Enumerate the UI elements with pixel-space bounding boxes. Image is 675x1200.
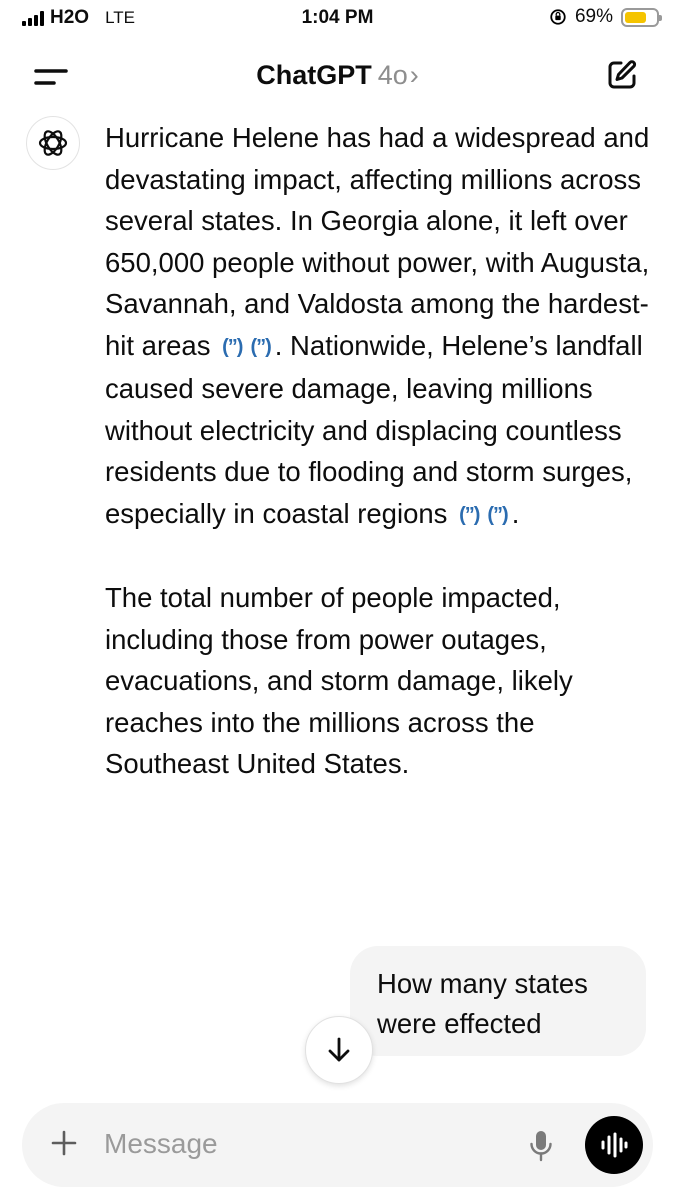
citation-icon[interactable]: (”): [487, 503, 508, 526]
assistant-avatar: [26, 116, 80, 170]
assistant-text: Hurricane Helene has had a widespread and devastating impact, affecting millions across several states. In Georgia alone, it left over 650,000 people without power, with Augusta, Savannah, and Valdosta among the hardest-hit areas: [105, 122, 650, 361]
status-right: [549, 6, 659, 28]
chevron-right-icon: ›: [409, 60, 419, 90]
app-title: ChatGPT: [256, 60, 372, 90]
user-message-bubble: [350, 946, 646, 1056]
app-header: [0, 46, 675, 108]
battery-icon: [621, 8, 659, 27]
model-name: 4o: [377, 60, 408, 90]
voice-wave-icon: [599, 1132, 629, 1158]
status-time: 1:04 PM: [301, 7, 374, 28]
citation-icon[interactable]: (”): [222, 335, 243, 358]
assistant-text: .: [511, 497, 520, 529]
citation-icon[interactable]: (”): [459, 503, 480, 526]
citation-icon[interactable]: (”): [250, 335, 271, 358]
status-bar: [0, 0, 675, 40]
arrow-down-icon: [326, 1036, 352, 1064]
microphone-icon[interactable]: [528, 1129, 554, 1163]
message-composer: [22, 1103, 653, 1187]
plus-icon[interactable]: [50, 1129, 78, 1157]
new-chat-edit-icon[interactable]: [605, 58, 639, 92]
assistant-text: . Nationwide, Helene’s landfall caused severe damage, leaving millions without electricity and displacing countless residents due to flooding and storm surges, especially in coastal regions: [105, 329, 643, 529]
orientation-lock-icon: [549, 8, 567, 26]
scroll-to-bottom-button[interactable]: [305, 1016, 373, 1084]
openai-logo-icon: [36, 126, 70, 160]
message-input[interactable]: [104, 1121, 504, 1167]
user-message-text: How many states were effected: [377, 968, 588, 1039]
voice-mode-button[interactable]: [585, 1116, 643, 1174]
battery-percent: 69%: [574, 6, 613, 27]
assistant-paragraph: [105, 117, 650, 536]
assistant-message: [105, 117, 650, 785]
model-selector[interactable]: [0, 60, 675, 91]
battery-fill: [625, 12, 646, 23]
network-type: LTE: [105, 8, 135, 27]
carrier-name: H2O: [50, 7, 90, 28]
assistant-paragraph: The total number of people impacted, including those from power outages, evacuations, and storm damage, likely reaches into the millions across the Southeast United States.: [105, 582, 573, 779]
